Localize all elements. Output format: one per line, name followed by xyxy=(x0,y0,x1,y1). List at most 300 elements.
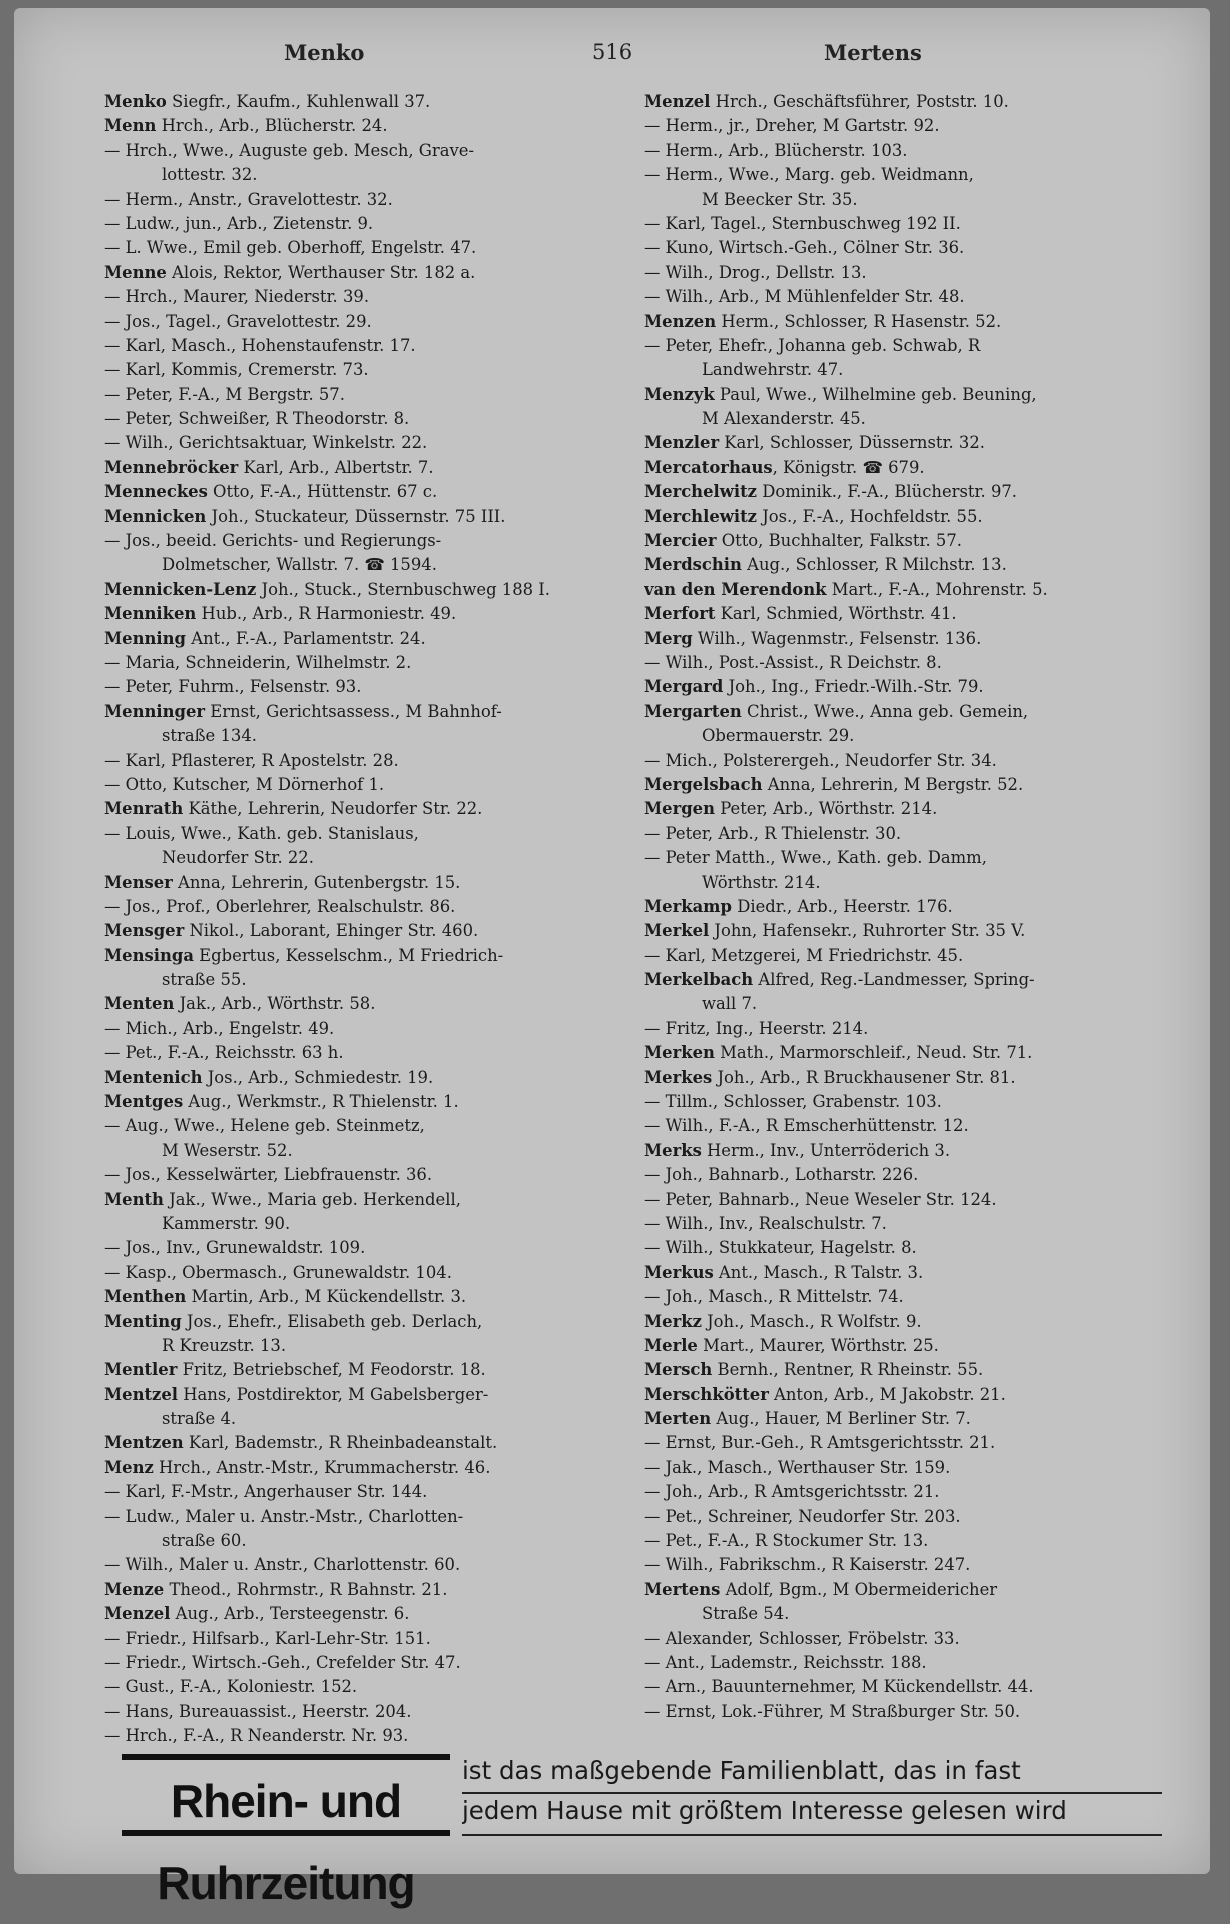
directory-entry-line xyxy=(644,1505,1154,1529)
entry-text: — Gust., F.-A., Koloniestr. 152. xyxy=(104,1677,358,1697)
directory-entry-line xyxy=(104,1456,614,1480)
directory-entry-line xyxy=(104,383,614,407)
entry-surname: Mergen xyxy=(644,799,716,819)
entry-text: straße 60. xyxy=(162,1531,247,1551)
directory-entry-line xyxy=(104,285,614,309)
entry-text: Joh., Arb., R Bruckhausener Str. 81. xyxy=(712,1067,1016,1087)
directory-entry-line xyxy=(644,1553,1154,1577)
entry-text: — Karl, Pflasterer, R Apostelstr. 28. xyxy=(104,750,399,770)
directory-entry-line xyxy=(644,700,1154,724)
entry-text: Hrch., Arb., Blücherstr. 24. xyxy=(156,116,388,136)
entry-text: Fritz, Betriebschef, M Feodorstr. 18. xyxy=(177,1360,486,1380)
entry-text: — Peter, Schweißer, R Theodorstr. 8. xyxy=(104,409,410,429)
directory-entry-line xyxy=(644,236,1154,260)
entry-surname: Merkelbach xyxy=(644,970,754,990)
entry-surname: Mentzen xyxy=(104,1433,184,1453)
entry-text: Joh., Stuck., Sternbuschweg 188 I. xyxy=(256,579,550,599)
directory-entry-line xyxy=(104,456,614,480)
directory-entry-line xyxy=(644,1431,1154,1455)
entry-surname: Mensinga xyxy=(104,945,194,965)
directory-entry-line xyxy=(644,1310,1154,1334)
directory-entry-line xyxy=(104,919,614,943)
directory-entry-line xyxy=(644,992,1154,1016)
directory-entry-line xyxy=(104,968,614,992)
entry-text: — Herm., Wwe., Marg. geb. Weidmann, xyxy=(644,165,974,185)
entry-surname: Menzler xyxy=(644,433,720,453)
entry-text: — Hrch., Maurer, Niederstr. 39. xyxy=(104,287,370,307)
directory-entry-line xyxy=(104,895,614,919)
directory-entry-line xyxy=(104,1188,614,1212)
entry-text: John, Hafensekr., Ruhrorter Str. 35 V. xyxy=(709,921,1026,941)
directory-entry-line xyxy=(644,1188,1154,1212)
entry-text: straße 55. xyxy=(162,970,247,990)
entry-surname: Mergarten xyxy=(644,701,742,721)
entry-text: — Wilh., Maler u. Anstr., Charlottenstr. 60. xyxy=(104,1555,461,1575)
entry-text: — Hans, Bureauassist., Heerstr. 204. xyxy=(104,1701,412,1721)
entry-text: — Joh., Bahnarb., Lotharstr. 226. xyxy=(644,1165,919,1185)
entry-text: — Wilh., Arb., M Mühlenfelder Str. 48. xyxy=(644,287,965,307)
entry-text: Mart., F.-A., Mohrenstr. 5. xyxy=(826,579,1048,599)
entry-text: Aug., Werkmstr., R Thielenstr. 1. xyxy=(183,1092,459,1112)
entry-surname: Merks xyxy=(644,1140,702,1160)
entry-surname: Menz xyxy=(104,1457,154,1477)
directory-entry-line xyxy=(104,529,614,553)
directory-entry-line xyxy=(644,651,1154,675)
advertisement xyxy=(122,1754,1162,1909)
directory-entry-line xyxy=(104,1285,614,1309)
entry-text: Egbertus, Kesselschm., M Friedrich- xyxy=(193,945,504,965)
directory-entry-line xyxy=(644,675,1154,699)
ad-rule-1 xyxy=(462,1792,1162,1794)
directory-entry-line xyxy=(644,529,1154,553)
directory-entry-line xyxy=(644,261,1154,285)
directory-entry-line xyxy=(104,1041,614,1065)
directory-entry-line xyxy=(644,1139,1154,1163)
directory-entry-line xyxy=(644,1383,1154,1407)
page-number: 516 xyxy=(592,40,633,64)
directory-entry-line xyxy=(104,1578,614,1602)
directory-entry-line xyxy=(104,1627,614,1651)
entry-surname: Menzyk xyxy=(644,384,715,404)
directory-entry-line xyxy=(104,1602,614,1626)
entry-text: Hrch., Geschäftsführer, Poststr. 10. xyxy=(710,92,1009,111)
ad-rule-2 xyxy=(462,1834,1162,1836)
entry-surname: Mennicken xyxy=(104,506,207,526)
entry-text: — Joh., Arb., R Amtsgerichtsstr. 21. xyxy=(644,1482,940,1502)
entry-surname: Mentzel xyxy=(104,1384,179,1404)
entry-text: Jak., Wwe., Maria geb. Herkendell, xyxy=(163,1189,461,1209)
directory-entry-line xyxy=(104,431,614,455)
entry-text: straße 4. xyxy=(162,1409,237,1429)
entry-surname: Menrath xyxy=(104,799,184,819)
entry-text: Herm., Inv., Unterröderich 3. xyxy=(701,1140,951,1160)
entry-text: Bernh., Rentner, R Rheinstr. 55. xyxy=(712,1360,984,1380)
entry-text: — Kasp., Obermasch., Grunewaldstr. 104. xyxy=(104,1262,452,1282)
directory-entry-line xyxy=(104,1675,614,1699)
directory-entry-line xyxy=(644,1578,1154,1602)
entry-text: Karl, Schlosser, Düssernstr. 32. xyxy=(719,433,985,453)
directory-entry-line xyxy=(644,1017,1154,1041)
entry-surname: Merchlewitz xyxy=(644,506,757,526)
entry-text: M Beecker Str. 35. xyxy=(702,189,858,209)
directory-entry-line xyxy=(644,871,1154,895)
directory-entry-line xyxy=(104,578,614,602)
directory-entry-line xyxy=(104,505,614,529)
entry-text: — Wilh., F.-A., R Emscherhüttenstr. 12. xyxy=(644,1116,969,1136)
entry-surname: Merg xyxy=(644,628,693,648)
entry-text: — Jak., Masch., Werthauser Str. 159. xyxy=(644,1457,951,1477)
entry-text: Karl, Bademstr., R Rheinbadeanstalt. xyxy=(183,1433,498,1453)
entry-text: Karl, Schmied, Wörthstr. 41. xyxy=(715,604,957,624)
entry-text: Käthe, Lehrerin, Neudorfer Str. 22. xyxy=(183,799,483,819)
entry-text: lottestr. 32. xyxy=(162,165,258,185)
directory-entry-line xyxy=(104,114,614,138)
entry-text: Neudorfer Str. 22. xyxy=(162,848,314,868)
running-head-left: Menko xyxy=(284,40,365,65)
entry-surname: Menning xyxy=(104,628,187,648)
directory-entry-line xyxy=(104,1407,614,1431)
directory-entry-line xyxy=(644,163,1154,187)
directory-entry-line xyxy=(644,1041,1154,1065)
entry-text: — Hrch., Wwe., Auguste geb. Mesch, Grave- xyxy=(104,140,475,160)
directory-entry-line xyxy=(644,1163,1154,1187)
entry-text: Alfred, Reg.-Landmesser, Spring- xyxy=(753,970,1035,990)
directory-entry-line xyxy=(104,90,614,114)
directory-entry-line xyxy=(104,1553,614,1577)
entry-text: Nikol., Laborant, Ehinger Str. 460. xyxy=(184,921,479,941)
entry-text: Joh., Stuckateur, Düssernstr. 75 III. xyxy=(206,506,506,526)
directory-entry-line xyxy=(644,480,1154,504)
directory-entry-line xyxy=(644,944,1154,968)
entry-text: Anna, Lehrerin, M Bergstr. 52. xyxy=(762,774,1024,794)
directory-entry-line xyxy=(104,188,614,212)
entry-text: — Pet., F.-A., R Stockumer Str. 13. xyxy=(644,1531,929,1551)
entry-text: — Arn., Bauunternehmer, M Kückendellstr. 44. xyxy=(644,1677,1034,1697)
entry-text: — Herm., Arb., Blücherstr. 103. xyxy=(644,140,908,160)
entry-text: Obermauerstr. 29. xyxy=(702,726,855,746)
directory-entry-line xyxy=(104,749,614,773)
directory-entry-line xyxy=(104,163,614,187)
directory-entry-line xyxy=(104,627,614,651)
entry-surname: Menniken xyxy=(104,604,197,624)
entry-text: — Jos., beeid. Gerichts- und Regierungs- xyxy=(104,531,442,551)
entry-text: Karl, Arb., Albertstr. 7. xyxy=(238,457,434,477)
entry-text: — L. Wwe., Emil geb. Oberhoff, Engelstr. 47. xyxy=(104,238,477,258)
right-column xyxy=(644,90,1154,1724)
entry-text: Wörthstr. 214. xyxy=(702,872,821,892)
entry-text: — Maria, Schneiderin, Wilhelmstr. 2. xyxy=(104,652,412,672)
entry-text: Siegfr., Kaufm., Kuhlenwall 37. xyxy=(166,92,431,111)
entry-text: Wilh., Wagenmstr., Felsenstr. 136. xyxy=(692,628,982,648)
directory-page xyxy=(14,8,1210,1909)
directory-entry-line xyxy=(644,1236,1154,1260)
directory-entry-line xyxy=(104,1358,614,1382)
entry-text: — Jos., Inv., Grunewaldstr. 109. xyxy=(104,1238,366,1258)
entry-text: — Ludw., jun., Arb., Zietenstr. 9. xyxy=(104,213,374,233)
entry-text: — Peter, Fuhrm., Felsenstr. 93. xyxy=(104,677,362,697)
directory-entry-line xyxy=(644,1456,1154,1480)
entry-surname: Menko xyxy=(104,92,167,111)
entry-text: — Jos., Prof., Oberlehrer, Realschulstr. 86. xyxy=(104,896,456,916)
directory-entry-line xyxy=(104,1017,614,1041)
entry-text: — Hrch., F.-A., R Neanderstr. Nr. 93. xyxy=(104,1726,409,1746)
entry-text: Mart., Maurer, Wörthstr. 25. xyxy=(697,1335,939,1355)
directory-entry-line xyxy=(104,310,614,334)
entry-surname: Mercatorhaus xyxy=(644,457,773,477)
directory-entry-line xyxy=(104,1651,614,1675)
newspaper-logo: Rhein- und Ruhrzeitung xyxy=(122,1754,450,1836)
entry-surname: Menneckes xyxy=(104,482,208,502)
directory-entry-line xyxy=(104,846,614,870)
entry-surname: Merle xyxy=(644,1335,698,1355)
directory-entry-line xyxy=(104,1383,614,1407)
entry-surname: Merken xyxy=(644,1043,715,1063)
entry-surname: Menten xyxy=(104,994,175,1014)
entry-surname: Menne xyxy=(104,262,167,282)
directory-entry-line xyxy=(104,1310,614,1334)
entry-surname: Menn xyxy=(104,116,157,136)
entry-text: Joh., Ing., Friedr.-Wilh.-Str. 79. xyxy=(723,677,984,697)
entry-text: — Otto, Kutscher, M Dörnerhof 1. xyxy=(104,774,385,794)
directory-entry-line xyxy=(644,724,1154,748)
entry-surname: Merkz xyxy=(644,1311,702,1331)
directory-entry-line xyxy=(644,431,1154,455)
directory-entry-line xyxy=(644,1212,1154,1236)
directory-entry-line xyxy=(104,992,614,1016)
entry-text: Otto, F.-A., Hüttenstr. 67 c. xyxy=(207,482,438,502)
entry-text: — Mich., Arb., Engelstr. 49. xyxy=(104,1018,335,1038)
entry-text: — Friedr., Hilfsarb., Karl-Lehr-Str. 151. xyxy=(104,1628,431,1648)
entry-surname: Merten xyxy=(644,1409,712,1429)
directory-entry-line xyxy=(644,1651,1154,1675)
entry-surname: Merkamp xyxy=(644,896,732,916)
entry-text: — Friedr., Wirtsch.-Geh., Crefelder Str. 47. xyxy=(104,1653,461,1672)
entry-text: — Karl, Kommis, Cremerstr. 73. xyxy=(104,360,369,380)
entry-text: — Wilh., Post.-Assist., R Deichstr. 8. xyxy=(644,652,942,672)
ad-line-2: jedem Hause mit größtem Interesse gelesen wird xyxy=(462,1796,1067,1825)
entry-text: Hrch., Anstr.-Mstr., Krummacherstr. 46. xyxy=(153,1457,491,1477)
directory-entry-line xyxy=(644,1090,1154,1114)
entry-text: — Alexander, Schlosser, Fröbelstr. 33. xyxy=(644,1628,960,1648)
entry-surname: Mennebröcker xyxy=(104,457,239,477)
entry-surname: Mercier xyxy=(644,531,717,551)
entry-text: — Peter, Bahnarb., Neue Weseler Str. 124. xyxy=(644,1189,997,1209)
entry-text: — Wilh., Inv., Realschulstr. 7. xyxy=(644,1213,887,1233)
entry-text: straße 134. xyxy=(162,726,257,746)
entry-surname: van den Merendonk xyxy=(644,579,827,599)
entry-surname: Mertens xyxy=(644,1579,721,1599)
directory-entry-line xyxy=(104,358,614,382)
directory-entry-line xyxy=(644,285,1154,309)
entry-surname: Mergelsbach xyxy=(644,774,763,794)
entry-surname: Menninger xyxy=(104,701,206,721)
entry-text: Theod., Rohrmstr., R Bahnstr. 21. xyxy=(164,1579,448,1599)
entry-text: Paul, Wwe., Wilhelmine geb. Beuning, xyxy=(714,384,1037,404)
directory-entry-line xyxy=(644,1602,1154,1626)
directory-entry-line xyxy=(104,261,614,285)
entry-text: — Tillm., Schlosser, Grabenstr. 103. xyxy=(644,1092,942,1112)
entry-text: — Fritz, Ing., Heerstr. 214. xyxy=(644,1018,869,1038)
entry-text: — Karl, Tagel., Sternbuschweg 192 II. xyxy=(644,213,961,233)
entry-text: — Ant., Lademstr., Reichsstr. 188. xyxy=(644,1653,927,1672)
directory-entry-line xyxy=(104,212,614,236)
entry-text: — Jos., Tagel., Gravelottestr. 29. xyxy=(104,311,372,331)
directory-entry-line xyxy=(644,1114,1154,1138)
entry-surname: Menth xyxy=(104,1189,164,1209)
directory-entry-line xyxy=(104,822,614,846)
entry-surname: Menze xyxy=(104,1579,165,1599)
entry-text: Ant., Masch., R Talstr. 3. xyxy=(713,1262,924,1282)
directory-entry-line xyxy=(104,1480,614,1504)
directory-entry-line xyxy=(104,139,614,163)
directory-entry-line xyxy=(104,1090,614,1114)
entry-text: Hub., Arb., R Harmoniestr. 49. xyxy=(196,604,457,624)
directory-entry-line xyxy=(644,1480,1154,1504)
entry-surname: Menzel xyxy=(104,1604,171,1624)
entry-text: Alois, Rektor, Werthauser Str. 182 a. xyxy=(166,262,476,282)
directory-entry-line xyxy=(644,773,1154,797)
entry-text: — Wilh., Drog., Dellstr. 13. xyxy=(644,262,867,282)
running-head-right: Mertens xyxy=(824,40,922,65)
directory-entry-line xyxy=(104,1236,614,1260)
directory-entry-line xyxy=(644,822,1154,846)
directory-entry-line xyxy=(104,1066,614,1090)
entry-text: — Jos., Kesselwärter, Liebfrauenstr. 36. xyxy=(104,1165,433,1185)
directory-entry-line xyxy=(104,236,614,260)
entry-surname: Merkus xyxy=(644,1262,714,1282)
entry-text: Ant., F.-A., Parlamentstr. 24. xyxy=(186,628,426,648)
entry-text: — Karl, F.-Mstr., Angerhauser Str. 144. xyxy=(104,1482,428,1502)
directory-entry-line xyxy=(644,1261,1154,1285)
entry-text: Anton, Arb., M Jakobstr. 21. xyxy=(768,1384,1006,1404)
directory-entry-line xyxy=(644,383,1154,407)
directory-entry-line xyxy=(104,602,614,626)
entry-text: Peter, Arb., Wörthstr. 214. xyxy=(715,799,938,819)
entry-surname: Merchelwitz xyxy=(644,482,757,502)
directory-entry-line xyxy=(644,919,1154,943)
entry-text: Jak., Arb., Wörthstr. 58. xyxy=(174,994,376,1014)
entry-text: wall 7. xyxy=(702,994,758,1014)
entry-text: — Aug., Wwe., Helene geb. Steinmetz, xyxy=(104,1116,425,1136)
directory-entry-line xyxy=(104,773,614,797)
directory-entry-line xyxy=(644,1358,1154,1382)
directory-entry-line xyxy=(644,968,1154,992)
entry-surname: Merkel xyxy=(644,921,710,941)
directory-entry-line xyxy=(644,1675,1154,1699)
entry-text: Dolmetscher, Wallstr. 7. ☎ 1594. xyxy=(162,555,437,575)
entry-text: — Ernst, Bur.-Geh., R Amtsgerichtsstr. 21. xyxy=(644,1433,996,1453)
entry-text: Jos., F.-A., Hochfeldstr. 55. xyxy=(756,506,983,526)
entry-surname: Mentges xyxy=(104,1092,184,1112)
directory-entry-line xyxy=(104,1212,614,1236)
entry-text: — Peter Matth., Wwe., Kath. geb. Damm, xyxy=(644,848,987,868)
entry-text: R Kreuzstr. 13. xyxy=(162,1335,287,1355)
entry-surname: Menthen xyxy=(104,1287,187,1307)
entry-surname: Mergard xyxy=(644,677,724,697)
directory-entry-line xyxy=(644,1700,1154,1724)
directory-entry-line xyxy=(644,578,1154,602)
entry-text: Otto, Buchhalter, Falkstr. 57. xyxy=(716,531,962,551)
entry-surname: Mensger xyxy=(104,921,185,941)
entry-surname: Menzen xyxy=(644,311,717,331)
entry-text: — Wilh., Gerichtsaktuar, Winkelstr. 22. xyxy=(104,433,428,453)
entry-surname: Mersch xyxy=(644,1360,713,1380)
directory-entry-line xyxy=(644,114,1154,138)
entry-text: — Louis, Wwe., Kath. geb. Stanislaus, xyxy=(104,823,419,843)
directory-entry-line xyxy=(644,1066,1154,1090)
entry-text: Math., Marmorschleif., Neud. Str. 71. xyxy=(714,1043,1033,1063)
directory-entry-line xyxy=(644,846,1154,870)
entry-text: Adolf, Bgm., M Obermeidericher xyxy=(720,1579,998,1599)
directory-entry-line xyxy=(644,310,1154,334)
entry-text: Aug., Arb., Tersteegenstr. 6. xyxy=(170,1604,410,1624)
entry-text: — Karl, Masch., Hohenstaufenstr. 17. xyxy=(104,335,416,355)
directory-entry-line xyxy=(104,700,614,724)
entry-text: Jos., Arb., Schmiedestr. 19. xyxy=(202,1067,434,1087)
entry-text: — Mich., Polsterergeh., Neudorfer Str. 34. xyxy=(644,750,997,770)
directory-entry-line xyxy=(104,1139,614,1163)
entry-surname: Menser xyxy=(104,872,173,892)
entry-text: — Kuno, Wirtsch.-Geh., Cölner Str. 36. xyxy=(644,238,965,258)
entry-text: Herm., Schlosser, R Hasenstr. 52. xyxy=(716,311,1002,331)
left-column xyxy=(104,90,614,1749)
directory-entry-line xyxy=(104,1163,614,1187)
entry-surname: Mentenich xyxy=(104,1067,203,1087)
entry-text: M Weserstr. 52. xyxy=(162,1140,293,1160)
directory-entry-line xyxy=(104,651,614,675)
entry-surname: Mentler xyxy=(104,1360,178,1380)
directory-entry-line xyxy=(644,1285,1154,1309)
directory-entry-line xyxy=(644,1627,1154,1651)
entry-text: Christ., Wwe., Anna geb. Gemein, xyxy=(741,701,1029,721)
directory-entry-line xyxy=(644,456,1154,480)
entry-text: Landwehrstr. 47. xyxy=(702,360,844,380)
directory-entry-line xyxy=(104,1505,614,1529)
entry-text: — Peter, Ehefr., Johanna geb. Schwab, R xyxy=(644,335,981,355)
entry-text: Straße 54. xyxy=(702,1604,790,1624)
directory-entry-line xyxy=(644,358,1154,382)
entry-text: Martin, Arb., M Kückendellstr. 3. xyxy=(186,1287,467,1307)
entry-text: — Wilh., Stukkateur, Hagelstr. 8. xyxy=(644,1238,917,1258)
entry-text: Hans, Postdirektor, M Gabelsberger- xyxy=(178,1384,489,1404)
entry-text: , Königstr. ☎ 679. xyxy=(772,457,925,477)
directory-entry-line xyxy=(104,1529,614,1553)
directory-entry-line xyxy=(644,749,1154,773)
entry-surname: Merkes xyxy=(644,1067,713,1087)
directory-entry-line xyxy=(104,797,614,821)
directory-entry-line xyxy=(104,871,614,895)
entry-text: Aug., Schlosser, R Milchstr. 13. xyxy=(741,555,1007,575)
entry-text: Ernst, Gerichtsassess., M Bahnhof- xyxy=(205,701,502,721)
entry-text: M Alexanderstr. 45. xyxy=(702,409,866,429)
directory-entry-line xyxy=(644,627,1154,651)
directory-entry-line xyxy=(644,407,1154,431)
entry-text: — Peter, F.-A., M Bergstr. 57. xyxy=(104,384,345,404)
directory-entry-line xyxy=(104,724,614,748)
directory-entry-line xyxy=(104,407,614,431)
directory-entry-line xyxy=(644,1334,1154,1358)
entry-surname: Merfort xyxy=(644,604,716,624)
entry-text: — Herm., jr., Dreher, M Gartstr. 92. xyxy=(644,116,940,136)
directory-entry-line xyxy=(644,797,1154,821)
directory-entry-line xyxy=(104,334,614,358)
entry-text: Aug., Hauer, M Berliner Str. 7. xyxy=(711,1409,971,1429)
entry-surname: Merdschin xyxy=(644,555,742,575)
directory-entry-line xyxy=(644,602,1154,626)
directory-entry-line xyxy=(644,505,1154,529)
directory-entry-line xyxy=(644,334,1154,358)
entry-surname: Mennicken-Lenz xyxy=(104,579,257,599)
